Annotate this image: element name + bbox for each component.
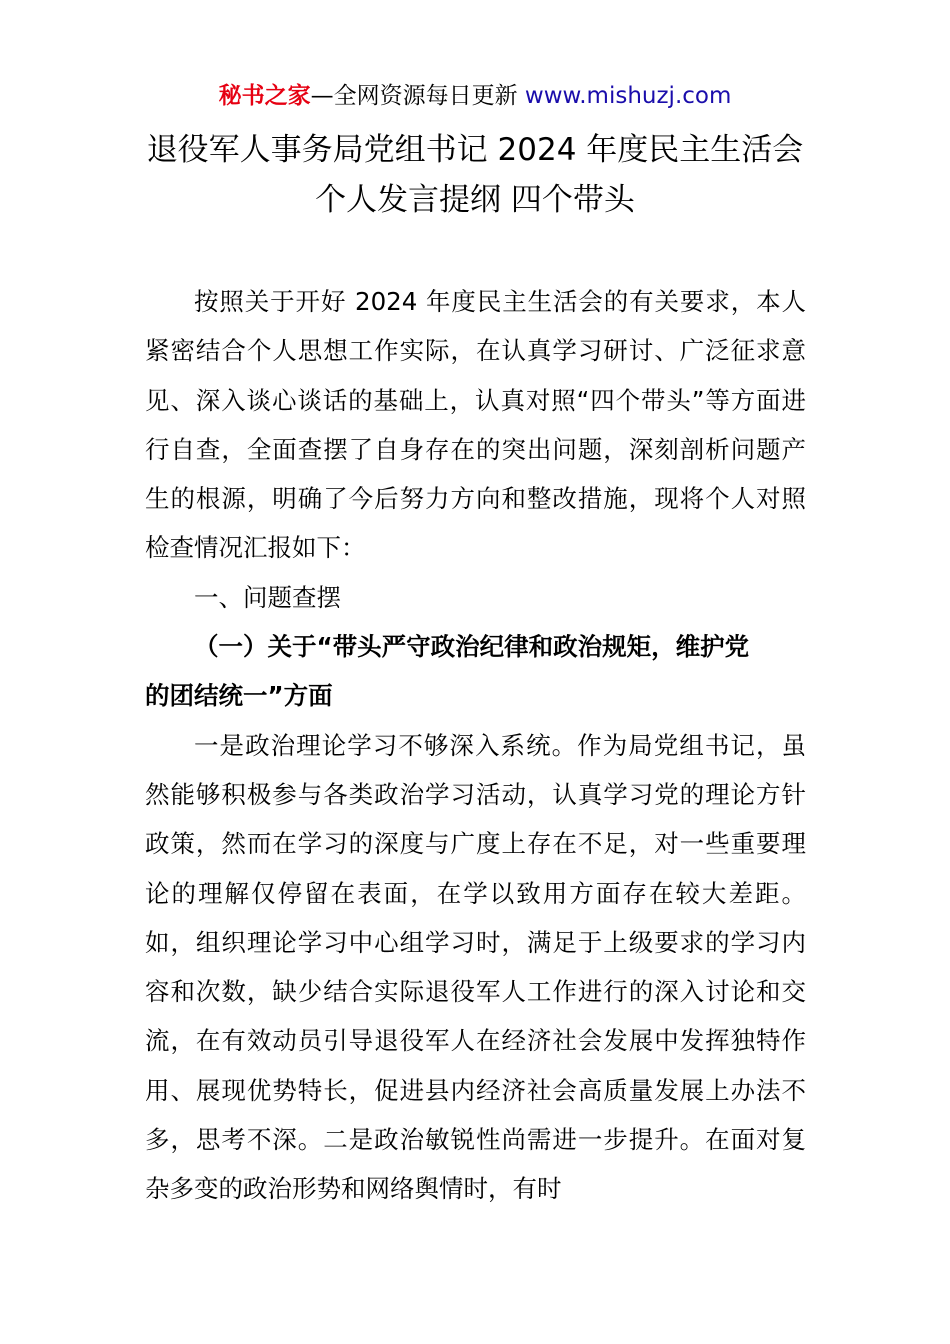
subsection-heading-line-1: （一）关于“带头严守政治纪律和政治规矩，维护党 [194, 632, 750, 662]
intro-paragraph: 按照关于开好 2024 年度民主生活会的有关要求，本人紧密结合个人思想工作实际，在认真学习研讨、广泛征求意见、深入谈心谈话的基础上，认真对照“四个带头”等方面进行自查，全面查摆了自身存在的突出问题，深刻剖析问题产生的根源，明确了今后努力方向和整改措施，现将个人对照检查情况汇报如下： [145, 287, 806, 563]
body-paragraph: 一是政治理论学习不够深入系统。作为局党组书记，虽然能够积极参与各类政治学习活动，认真学习党的理论方针政策，然而在学习的深度与广度上存在不足，对一些重要理论的理解仅停留在表面，在学以致用方面存在较大差距。如，组织理论学习中心组学习时，满足于上级要求的学习内容和次数，缺少结合实际退役军人工作进行的深入讨论和交流，在有效动员引导退役军人在经济社会发展中发挥独特作用、展现优势特长，促进县内经济社会高质量发展上办法不多，思考不深。二是政治敏锐性尚需进一步提升。在面对复杂多变的政治形势和网络舆情时，有时 [145, 730, 806, 1204]
document-body [145, 277, 806, 1214]
site-brand: 秘书之家 [218, 83, 311, 109]
document-title-line-2: 个人发言提纲 四个带头 [315, 182, 635, 218]
section-heading: 一、问题查摆 [194, 582, 341, 612]
site-url-link[interactable]: www.mishuzj.com [524, 83, 732, 109]
subsection-heading-line-2: 的团结统一”方面 [145, 681, 333, 711]
document-title-line-1: 退役军人事务局党组书记 2024 年度民主生活会 [146, 132, 804, 168]
site-tagline: —全网资源每日更新 [310, 83, 525, 109]
site-header [0, 80, 950, 112]
